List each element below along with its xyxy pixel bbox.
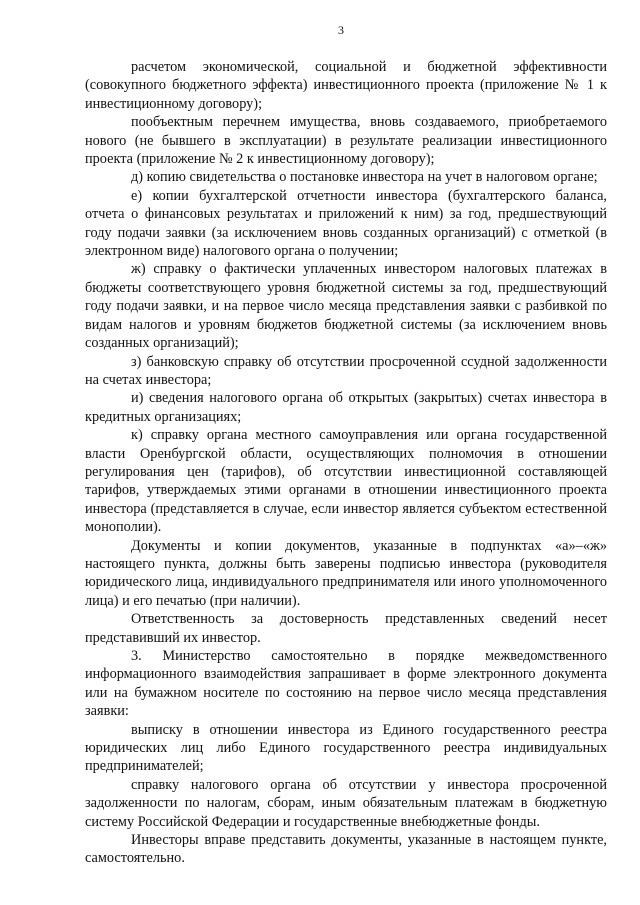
- paragraph: выписку в отношении инвестора из Единого государственного реестра юридических лиц либо Единого государственного реестра индивидуальных предпринимателей;: [85, 721, 607, 775]
- paragraph: 3. Министерство самостоятельно в порядке межведомственного информационного взаимодействия запрашивает в форме электронного документа или на бумажном носителе по состоянию на первое число месяца представления заявки:: [85, 648, 607, 720]
- paragraph: пообъектным перечнем имущества, вновь создаваемого, приобретаемого нового (не бывшего в эксплуатации) в результате реализации инвестиционного проекта (приложение № 2 к инвестиционному договору);: [85, 114, 607, 168]
- paragraph: к) справку органа местного самоуправления или органа государственной власти Оренбургской области, осуществляющих полномочия в отношении регулирования цен (тарифов), об отсутствии инвестиционной составляющей тарифов, утверждаемых этими органами в отношении инвестиционного проекта инвестора (представляется в случае, если инвестор является субъектом естественной монополии).: [85, 427, 607, 536]
- paragraph: з) банковскую справку об отсутствии просроченной ссудной задолженности на счетах инвестора;: [85, 353, 607, 388]
- paragraph: е) копии бухгалтерской отчетности инвестора (бухгалтерского баланса, отчета о финансовых результатах и приложений к ним) за год, предшествующий году подачи заявки (за исключением вновь созданных организаций) с отметкой (в электронном виде) налогового органа о получении;: [85, 187, 607, 260]
- page-number: 3: [338, 23, 344, 37]
- paragraph: Ответственность за достоверность представленных сведений несет представивший их инвестор.: [85, 611, 607, 646]
- paragraph: д) копию свидетельства о постановке инвестора на учет в налоговом органе;: [131, 169, 598, 186]
- paragraph: ж) справку о фактически уплаченных инвестором налоговых платежах в бюджеты соответствующего уровня бюджетной системы за год, предшествующий году подачи заявки, и на первое число месяца представления заявки с разбивкой по видам налогов и уровням бюджетов бюджетной системы (за исключением вновь созданных организаций);: [85, 261, 607, 352]
- paragraph: справку налогового органа об отсутствии у инвестора просроченной задолженности по налогам, сборам, иным обязательным платежам в бюджетную систему Российской Федерации и государственные внебюджетные фонды.: [85, 776, 607, 830]
- paragraph: Документы и копии документов, указанные в подпунктах «а»–«ж» настоящего пункта, должны быть заверены подписью инвестора (руководителя юридического лица, индивидуального предпринимателя или иного уполномоченного лица) и его печатью (при наличии).: [85, 537, 607, 609]
- document-body: [85, 58, 607, 868]
- paragraph: Инвесторы вправе представить документы, указанные в настоящем пункте, самостоятельно.: [85, 832, 607, 867]
- paragraph: расчетом экономической, социальной и бюджетной эффективности (совокупного бюджетного эффекта) инвестиционного проекта (приложение № 1 к инвестиционному договору);: [85, 59, 607, 112]
- paragraph: и) сведения налогового органа об открытых (закрытых) счетах инвестора в кредитных организациях;: [85, 390, 607, 425]
